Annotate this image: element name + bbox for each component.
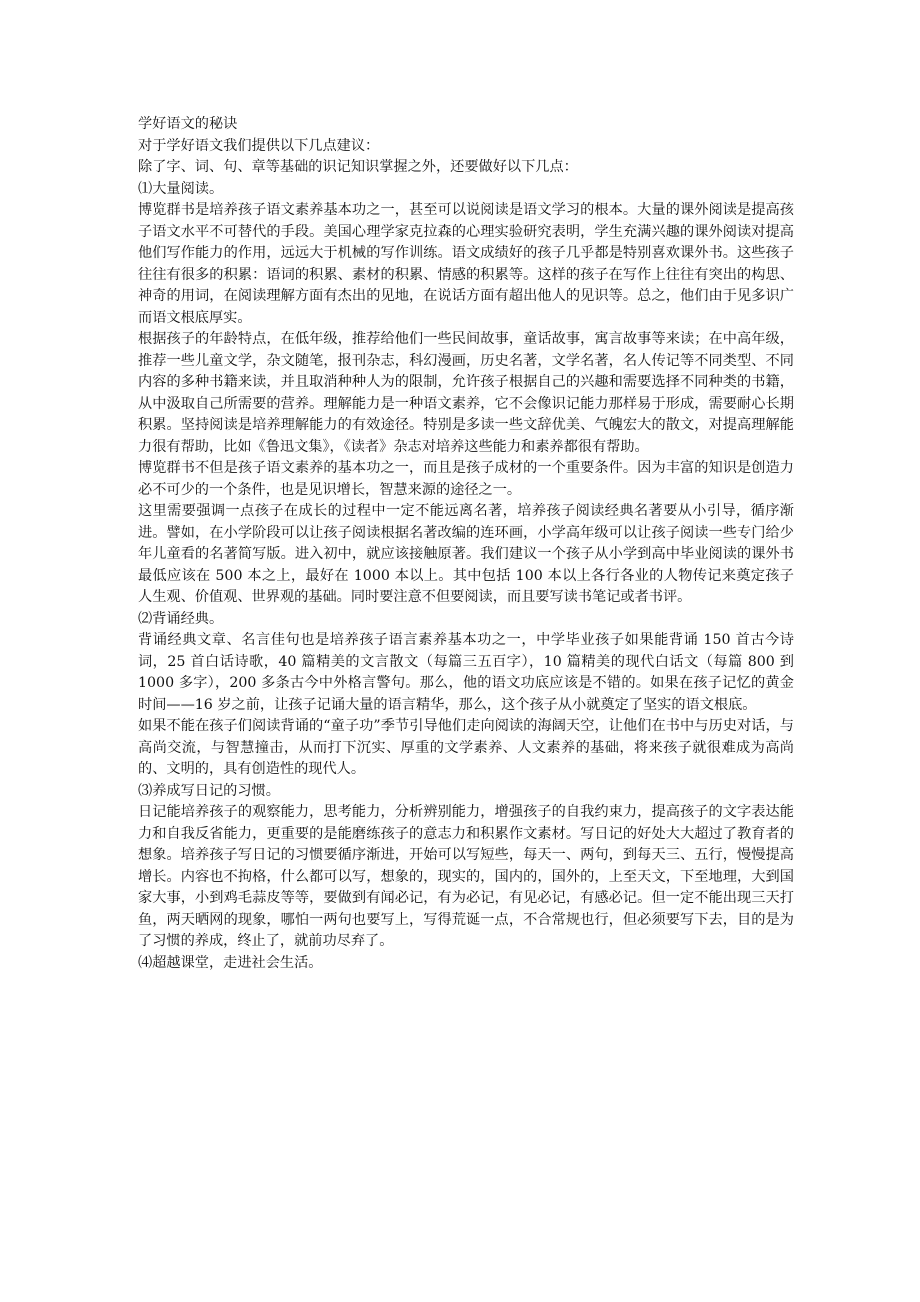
- paragraph: 博览群书不但是孩子语文素养的基本功之一，而且是孩子成材的一个重要条件。因为丰富的知识是创造力必不可少的一个条件，也是见识增长，智慧来源的途径之一。: [138, 460, 794, 498]
- paragraph: 背诵经典文章、名言佳句也是培养孩子语言素养基本功之一，中学毕业孩子如果能背诵 150 首古今诗词，25 首白话诗歌，40 篇精美的文言散文（每篇三五百字），10 篇精美的现代白话文（每篇 800 到 1000 多字），200 多条古今中外格言警句。那么，他的语文功底应该是不错的。如果在孩子记忆的黄金时间——16 岁之前，让孩子记诵大量的语言精华，那么，这个孩子从小就奠定了坚实的语文根底。: [138, 632, 794, 713]
- document-lead: 除了字、词、句、章等基础的识记知识掌握之外，还要做好以下几点：: [138, 159, 578, 175]
- document-intro: 对于学好语文我们提供以下几点建议：: [138, 137, 380, 154]
- paragraph: 博览群书是培养孩子语文素养基本功之一，甚至可以说阅读是语文学习的根本。大量的课外阅读是提高孩子语文水平不可替代的手段。美国心理学家克拉森的心理实验研究表明，学生充满兴趣的课外阅读对提高他们写作能力的作用，远远大于机械的写作训练。语文成绩好的孩子几乎都是特别喜欢课外书。这些孩子往往有很多的积累：语词的积累、素材的积累、情感的积累等。这样的孩子在写作上往往有突出的构思、神奇的用词，在阅读理解方面有杰出的见地，在说话方面有超出他人的见识等。总之，他们由于见多识广而语文根底厚实。: [138, 202, 794, 326]
- section-heading-recitation: ⑵背诵经典。: [138, 610, 224, 627]
- section-heading-diary: ⑶养成写日记的习惯。: [138, 782, 280, 799]
- paragraph: 根据孩子的年龄特点，在低年级，推荐给他们一些民间故事，童话故事，寓言故事等来读；在中高年级，推荐一些儿童文学，杂文随笔，报刊杂志，科幻漫画，历史名著，文学名著，名人传记等不同类型、不同内容的多种书籍来读，并且取消种种人为的限制，允许孩子根据自己的兴趣和需要选择不同种类的书籍，从中汲取自己所需要的营养。理解能力是一种语文素养，它不会像识记能力那样易于形成，需要耐心长期积累。坚持阅读是培养理解能力的有效途径。特别是多读一些文辞优美、气魄宏大的散文，对提高理解能力很有帮助，比如《鲁迅文集》，《读者》杂志对培养这些能力和素养都很有帮助。: [138, 331, 794, 455]
- paragraph: 日记能培养孩子的观察能力，思考能力，分析辨别能力，增强孩子的自我约束力，提高孩子的文字表达能力和自我反省能力，更重要的是能磨练孩子的意志力和积累作文素材。写日记的好处大大超过了教育者的想象。培养孩子写日记的习惯要循序渐进，开始可以写短些，每天一、两句，到每天三、五行，慢慢提高增长。内容也不拘格，什么都可以写，想象的，现实的，国内的，国外的，上至天文，下至地理，大到国家大事，小到鸡毛蒜皮等等，要做到有闻必记，有为必记，有见必记，有感必记。但一定不能出现三天打鱼，两天晒网的现象，哪怕一两句也要写上，写得荒诞一点，不合常规也行，但必须要写下去，目的是为了习惯的养成，终止了，就前功尽弃了。: [138, 804, 794, 949]
- document-title: 学好语文的秘诀: [138, 116, 238, 132]
- paragraph: 如果不能在孩子们阅读背诵的“童子功”季节引导他们走向阅读的海阔天空，让他们在书中与历史对话，与高尚交流，与智慧撞击，从而打下沉实、厚重的文学素养、人文素养的基础，将来孩子就很难成为高尚的、文明的，具有创造性的现代人。: [138, 718, 794, 777]
- document-body: [138, 114, 794, 974]
- section-heading-social-life: ⑷超越课堂，走进社会生活。: [138, 954, 323, 971]
- section-heading-reading: ⑴大量阅读。: [138, 180, 224, 197]
- paragraph: 这里需要强调一点孩子在成长的过程中一定不能远离名著，培养孩子阅读经典名著要从小引导，循序渐进。譬如，在小学阶段可以让孩子阅读根据名著改编的连环画，小学高年级可以让孩子阅读一些专门给少年儿童看的名著简写版。进入初中，就应该接触原著。我们建议一个孩子从小学到高中毕业阅读的课外书最低应该在 500 本之上，最好在 1000 本以上。其中包括 100 本以上各行各业的人物传记来奠定孩子人生观、价值观、世界观的基础。同时要注意不但要阅读，而且要写读书笔记或者书评。: [138, 503, 794, 605]
